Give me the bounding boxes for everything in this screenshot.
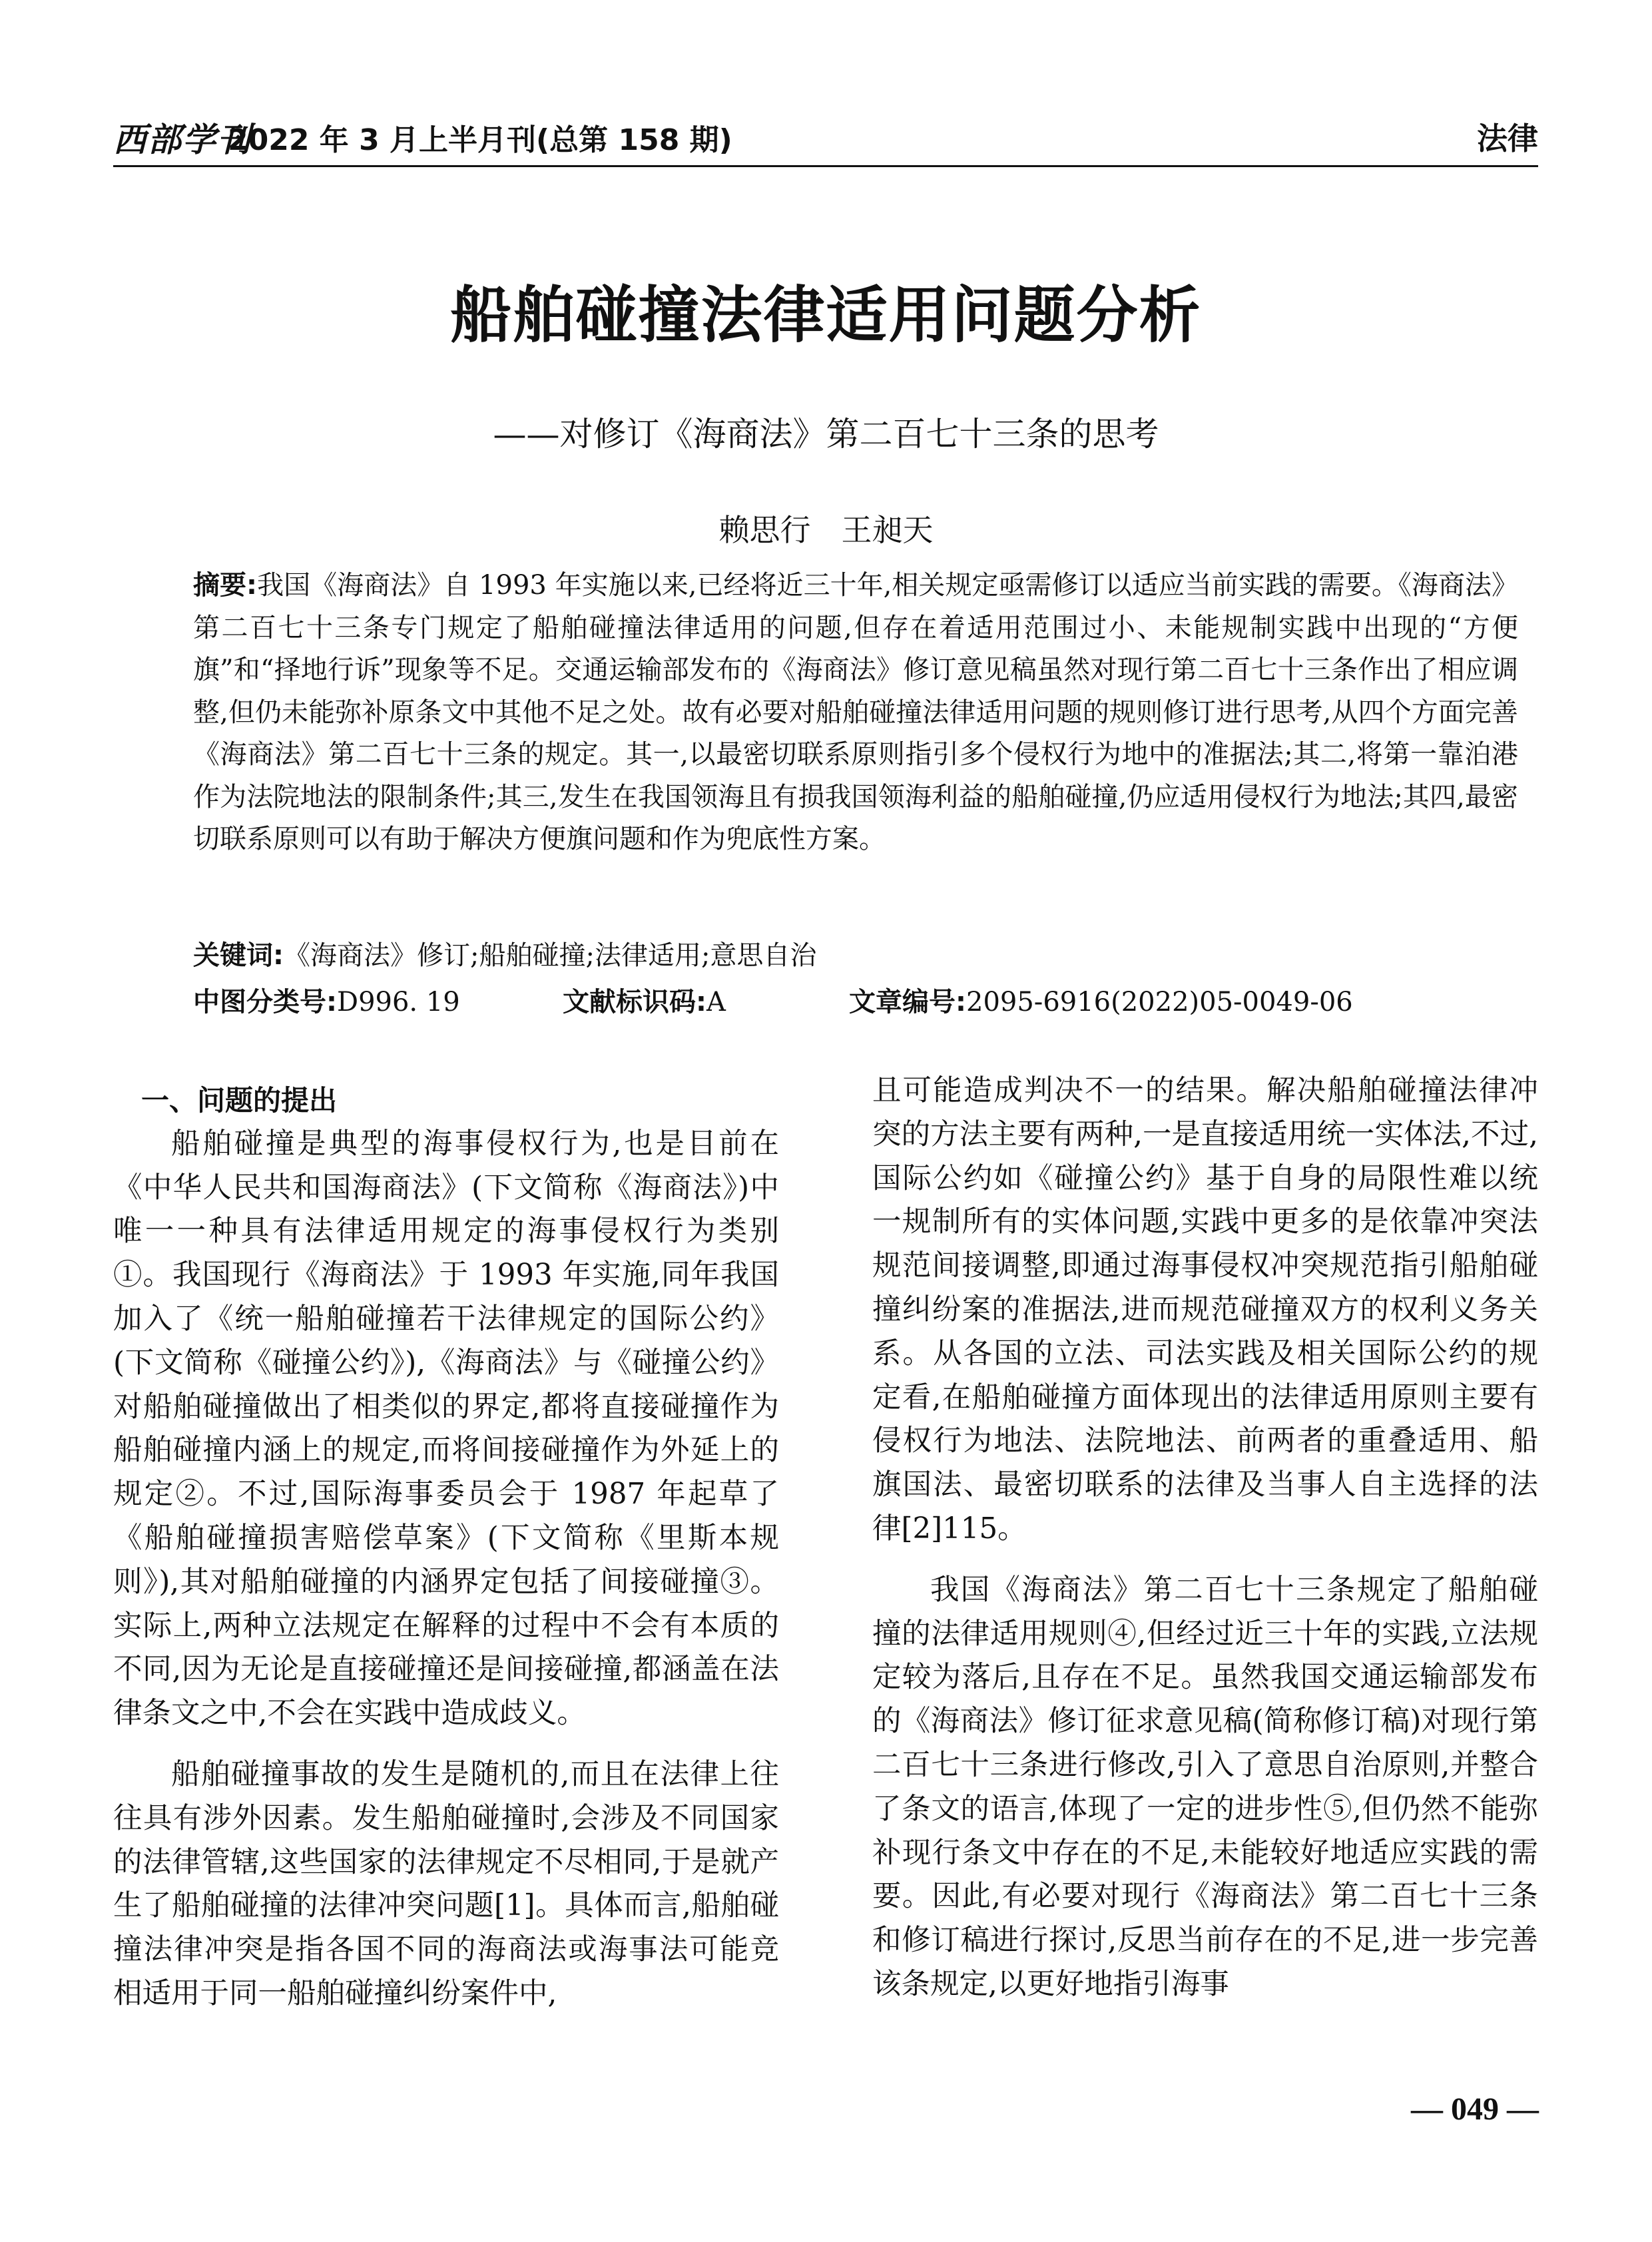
clc-number [193,982,460,1022]
keywords [193,936,1518,976]
abstract [193,565,1518,861]
page-number: — 049 — [1411,2092,1539,2127]
article-subtitle: ——对修订《海商法》第二百七十三条的思考 [493,415,1159,453]
issue-info: 2022 年 3 月上半月刊(总第 158 期) [228,123,732,157]
running-header [113,113,1538,159]
article-number-value: 2095-6916(2022)05-0049-06 [966,987,1353,1017]
article-number [849,982,1353,1022]
clc-label: 中图分类号: [193,987,337,1017]
section-heading: 一、问题的提出 [141,1084,338,1117]
section-label: 法律 [1477,121,1538,156]
author-names: 赖思行 王昶天 [718,512,934,548]
doc-label: 文献标识码: [563,987,706,1017]
journal-logo: 西部学刊 [113,120,252,159]
keywords-text: 《海商法》修订;船舶碰撞;法律适用;意思自治 [284,940,817,971]
body-paragraph: 且可能造成判决不一的结果。解决船舶碰撞法律冲突的方法主要有两种,一是直接适用统一实体法,不过,国际公约如《碰撞公约》基于自身的局限性难以统一规制所有的实体问题,实践中更多的是依靠冲突法规范间接调整,即通过海事侵权冲突规范指引船舶碰撞纠纷案的准据法,进而规范碰撞双方的权利义务关系。从各国的立法、司法实践及相关国际公约的规定看,在船舶碰撞方面体现出的法律适用原则主要有侵权行为地法、法院地法、前两者的重叠适用、船旗国法、最密切联系的法律及当事人自主选择的法律[2]115。 [872,1074,1538,1545]
abstract-text: 我国《海商法》自 1993 年实施以来,已经将近三十年,相关规定亟需修订以适应当前实践的需要。《海商法》第二百七十三条专门规定了船舶碰撞法律适用的问题,但存在着适用范围过小、未能规制实践中出现的“方便旗”和“择地行诉”现象等不足。交通运输部发布的《海商法》修订意见稿虽然对现行第二百七十三条作出了相应调整,但仍未能弥补原条文中其他不足之处。故有必要对船舶碰撞法律适用问题的规则修订进行思考,从四个方面完善《海商法》第二百七十三条的规定。其一,以最密切联系原则指引多个侵权行为地中的准据法;其二,将第一靠泊港作为法院地法的限制条件;其三,发生在我国领海且有损我国领海利益的船舶碰撞,仍应适用侵权行为地法;其四,最密切联系原则可以有助于解决方便旗问题和作为兜底性方案。 [193,570,1519,854]
keywords-label: 关键词: [193,940,284,971]
right-column [872,1069,1538,2007]
header-rule [113,165,1538,167]
clc-value: D996. 19 [337,987,460,1017]
body-paragraph: 船舶碰撞是典型的海事侵权行为,也是目前在《中华人民共和国海商法》(下文简称《海商法》)中唯一一种具有法律适用规定的海事侵权行为类别①。我国现行《海商法》于 1993 年实施,同年我国加入了《统一船舶碰撞若干法律规定的国际公约》(下文简称《碰撞公约》),《海商法》与《碰撞公约》对船舶碰撞做出了相类似的界定,都将直接碰撞作为船舶碰撞内涵上的规定,而将间接碰撞作为外延上的规定②。不过,国际海事委员会于 1987 年起草了《船舶碰撞损害赔偿草案》(下文简称《里斯本规则》),其对船舶碰撞的内涵界定包括了间接碰撞③。实际上,两种立法规定在解释的过程中不会有本质的不同,因为无论是直接碰撞还是间接碰撞,都涵盖在法律条文之中,不会在实践中造成歧义。 [113,1127,779,1731]
document-code [563,982,726,1022]
abstract-label: 摘要: [193,570,258,601]
article-number-label: 文章编号: [849,987,966,1017]
article-title: 船舶碰撞法律适用问题分析 [450,279,1202,351]
doc-value: A [706,987,726,1017]
body-paragraph: 船舶碰撞事故的发生是随机的,而且在法律上往往具有涉外因素。发生船舶碰撞时,会涉及不同国家的法律管辖,这些国家的法律规定不尽相同,于是就产生了船舶碰撞的法律冲突问题[1]。具体而言,船舶碰撞法律冲突是指各国不同的海商法或海事法可能竞相适用于同一船舶碰撞纠纷案件中, [113,1757,779,2010]
left-column [113,1079,779,2016]
body-paragraph: 我国《海商法》第二百七十三条规定了船舶碰撞的法律适用规则④,但经过近三十年的实践,立法规定较为落后,且存在不足。虽然我国交通运输部发布的《海商法》修订征求意见稿(简称修订稿)对现行第二百七十三条进行修改,引入了意思自治原则,并整合了条文的语言,体现了一定的进步性⑤,但仍然不能弥补现行条文中存在的不足,未能较好地适应实践的需要。因此,有必要对现行《海商法》第二百七十三条和修订稿进行探讨,反思当前存在的不足,进一步完善该条规定,以更好地指引海事 [872,1573,1538,2001]
classification-info [193,982,1518,1022]
